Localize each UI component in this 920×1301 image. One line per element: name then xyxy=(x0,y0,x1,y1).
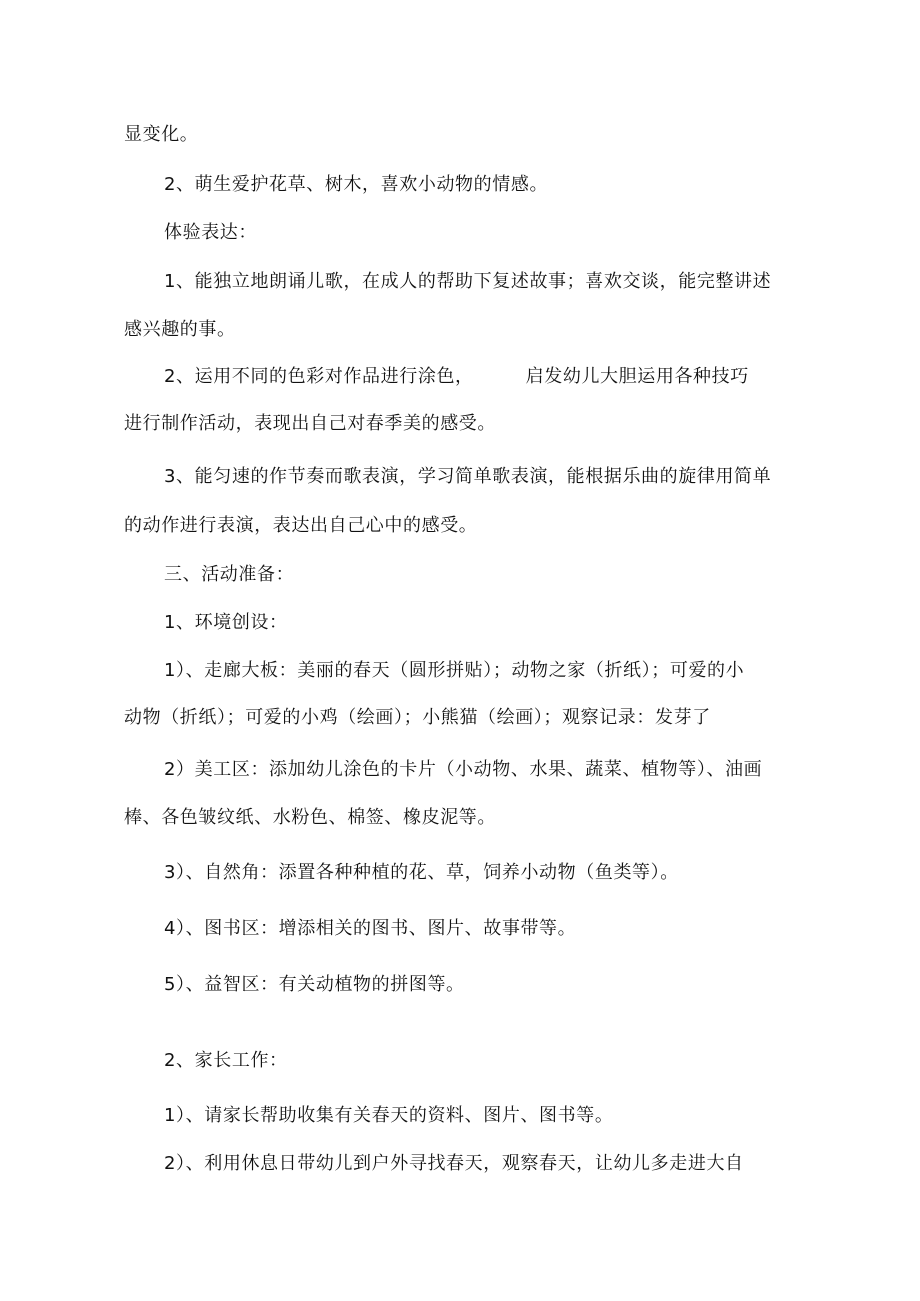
text-line: 棒、各色皱纹纸、水粉色、棉签、橡皮泥等。 xyxy=(124,807,496,828)
text-fragment: 2、运用不同的色彩对作品进行涂色， xyxy=(164,366,474,387)
text-line: 2、家长工作： xyxy=(164,1050,288,1071)
text-line: 5）、益智区：有关动植物的拼图等。 xyxy=(164,974,465,995)
text-line: 1、能独立地朗诵儿歌，在成人的帮助下复述故事；喜欢交谈，能完整讲述 xyxy=(164,271,772,292)
text-line: 的动作进行表演，表达出自己心中的感受。 xyxy=(124,515,478,536)
text-line: 3）、自然角：添置各种种植的花、草，饲养小动物（鱼类等）。 xyxy=(164,862,679,883)
text-line: 1）、请家长帮助收集有关春天的资料、图片、图书等。 xyxy=(164,1105,614,1126)
text-line: 2）美工区：添加幼儿涂色的卡片（小动物、水果、蔬菜、植物等）、油画 xyxy=(164,759,763,780)
text-line: 4）、图书区：增添相关的图书、图片、故事带等。 xyxy=(164,918,577,939)
text-line: 进行制作活动，表现出自己对春季美的感受。 xyxy=(124,413,496,434)
text-line: 体验表达： xyxy=(164,222,257,243)
text-line: 三、活动准备： xyxy=(164,564,295,585)
text-line: 1、环境创设： xyxy=(164,612,288,633)
text-fragment: 启发幼儿大胆运用各种技巧 xyxy=(525,366,749,387)
text-line: 3、能匀速的作节奏而歌表演，学习简单歌表演，能根据乐曲的旋律用简单 xyxy=(164,466,772,487)
text-line: 1）、走廊大板：美丽的春天（圆形拼贴）；动物之家（折纸）；可爱的小 xyxy=(164,660,745,681)
text-line: 2）、利用休息日带幼儿到户外寻找春天，观察春天，让幼儿多走进大自 xyxy=(164,1153,744,1174)
text-line: 显变化。 xyxy=(124,124,199,145)
text-line: 感兴趣的事。 xyxy=(124,319,236,340)
text-line: 动物（折纸）；可爱的小鸡（绘画）；小熊猫（绘画）；观察记录：发芽了 xyxy=(124,707,711,728)
text-line xyxy=(164,365,749,389)
text-line: 2、萌生爱护花草、树木，喜欢小动物的情感。 xyxy=(164,174,549,195)
